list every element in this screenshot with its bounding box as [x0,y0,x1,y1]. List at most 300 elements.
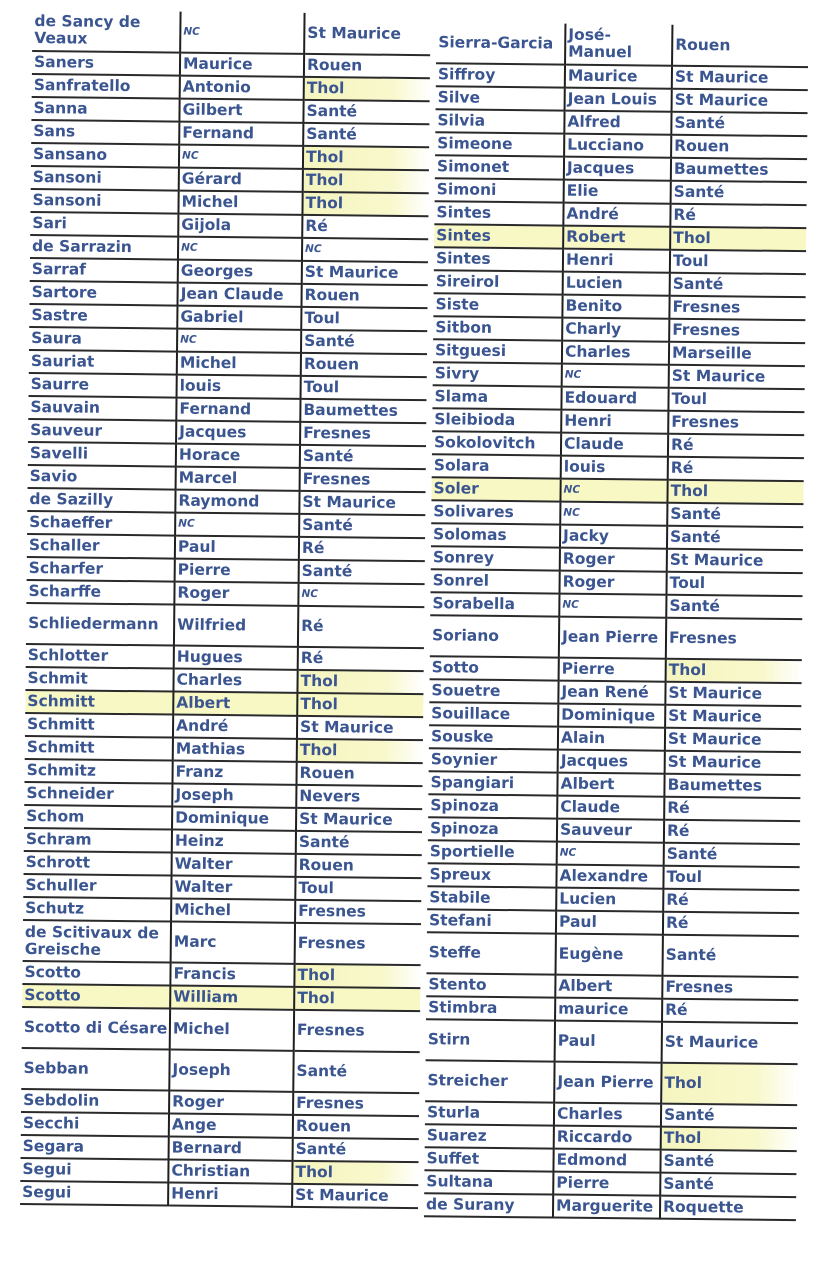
surname-cell: Sonrel [431,569,560,593]
surname-cell: Souillace [429,702,558,726]
first-name-cell: NC [180,12,304,54]
surname-cell: Schmitt [25,713,173,738]
surname-cell: Schlotter [26,644,174,669]
location-cell: Rouen [672,25,808,67]
surname-cell: Sanfratello [32,74,180,99]
surname-cell: Saura [29,327,177,352]
first-name-cell: Jean Claude [177,283,301,307]
surname-cell: Schaeffer [27,511,175,536]
first-name-cell: Horace [176,444,300,468]
location-cell: St Maurice [662,1022,798,1064]
location-cell: Santé [299,560,425,584]
first-name-cell: NC [177,329,301,353]
surname-cell: Sebban [21,1048,169,1091]
first-name-cell: NC [178,237,302,261]
location-cell: Fresnes [295,900,421,924]
surname-cell: Savio [28,465,176,490]
location-cell: Toul [301,376,427,400]
location-cell: Thol [304,77,430,101]
table-row [427,932,799,977]
first-name-cell: NC [560,479,667,503]
first-name-cell: Paul [556,911,663,935]
first-name-cell: Heinz [172,830,296,854]
first-name-cell: Jacques [564,157,671,181]
location-cell: Toul [668,388,804,412]
location-cell: Ré [664,797,800,821]
first-name-cell: Marc [171,922,295,964]
location-cell: Fresnes [666,618,802,660]
first-name-cell: Wilfried [174,605,298,647]
surname-cell: Sportielle [428,840,557,864]
first-name-cell: Georges [178,260,302,284]
surname-cell: Siste [433,293,562,317]
surname-cell: Streicher [425,1060,554,1102]
surname-cell: Saurre [29,373,177,398]
surname-cell: Sintes [434,201,563,225]
surname-cell: Stabile [427,886,556,910]
location-cell: St Maurice [297,716,423,740]
first-name-cell: Jacques [558,750,665,774]
location-cell: Toul [301,307,427,331]
location-cell: Ré [298,606,424,648]
surname-cell: Simeone [435,132,564,156]
surname-cell: Scotto di Césare [22,1007,170,1050]
surname-cell: Schmit [25,667,173,692]
first-name-cell: Edmond [553,1149,660,1173]
first-name-cell: NC [557,842,664,866]
location-cell: Santé [303,100,429,124]
location-cell: Ré [299,537,425,561]
surname-cell: Schram [24,828,172,853]
location-cell: Santé [303,123,429,147]
surname-cell: Schmitt [25,736,173,761]
location-cell: Baumettes [664,774,800,798]
first-name-cell: Pierre [175,559,299,583]
surname-cell: Steffe [427,932,556,974]
surname-cell: Sivry [433,362,562,386]
first-name-cell: Michel [178,191,302,215]
location-cell: Nevers [296,785,422,809]
surname-cell: Silvia [435,109,564,133]
surname-cell: Stento [426,973,555,997]
surname-cell: Suarez [425,1124,554,1148]
first-name-cell: Maurice [565,65,672,89]
location-cell: Toul [295,877,421,901]
first-name-cell: Alexandre [556,865,663,889]
first-name-cell: William [170,986,294,1010]
first-name-cell: NC [562,364,669,388]
name-list-left [20,10,430,1209]
surname-cell: Sireirol [434,270,563,294]
table-row [436,22,808,67]
first-name-cell: André [173,715,297,739]
first-name-cell: Charly [562,318,669,342]
first-name-cell: Lucien [563,272,670,296]
first-name-cell: Pierre [559,658,666,682]
surname-cell: Schmitz [24,759,172,784]
first-name-cell: Fernand [179,122,303,146]
surname-cell: Sauriat [29,350,177,375]
first-name-cell: Francis [170,963,294,987]
location-cell: Santé [670,273,806,297]
surname-cell: Sultana [424,1170,553,1194]
surname-cell: Secchi [21,1112,169,1137]
first-name-cell: Walter [171,876,295,900]
surname-cell: Sintes [434,247,563,271]
surname-cell: Solivares [431,500,560,524]
location-cell: Santé [666,595,802,619]
first-name-cell: Ange [169,1114,293,1138]
first-name-cell: Hugues [174,646,298,670]
table-row [430,615,802,660]
first-name-cell: NC [560,502,667,526]
first-name-cell: Charles [173,669,297,693]
location-cell: St Maurice [665,682,801,706]
location-cell: Ré [663,889,799,913]
surname-cell: Spinoza [428,817,557,841]
surname-cell: Sastre [29,304,177,329]
first-name-cell: Roger [559,571,666,595]
first-name-cell: Claude [557,796,664,820]
location-cell: NC [298,583,424,607]
name-list-right [424,22,808,1221]
first-name-cell: Albert [555,975,662,999]
surname-cell: Sierra-Garcia [436,22,565,64]
first-name-cell: Roger [174,582,298,606]
surname-cell: Solara [432,454,561,478]
surname-cell: Stefani [427,909,556,933]
location-cell: St Maurice [292,1184,418,1208]
surname-cell: Sans [31,120,179,145]
surname-cell: Stimbra [426,996,555,1020]
location-cell: Santé [667,503,803,527]
surname-cell: Sintes [434,224,563,248]
surname-cell: Sturla [425,1101,554,1125]
first-name-cell: Paul [175,536,299,560]
first-name-cell: Alain [558,727,665,751]
first-name-cell: Marcel [176,467,300,491]
first-name-cell: Edouard [561,387,668,411]
surname-cell: Schom [24,805,172,830]
location-cell: Ré [298,647,424,671]
first-name-cell: Albert [557,773,664,797]
first-name-cell: Gabriel [177,306,301,330]
location-cell: Thol [297,739,423,763]
location-cell: St Maurice [665,751,801,775]
surname-cell: Sorabella [430,592,559,616]
location-cell: Marseille [669,342,805,366]
first-name-cell: maurice [555,998,662,1022]
location-cell: Ré [668,457,804,481]
surname-cell: Sokolovitch [432,431,561,455]
first-name-cell: Alfred [564,111,671,135]
location-cell: Rouen [296,854,422,878]
surname-cell: Sartore [29,281,177,306]
surname-cell: Soriano [430,615,559,657]
surname-cell: Sansoni [30,189,178,214]
surname-cell: Simoni [435,178,564,202]
surname-cell: de Sarrazin [30,235,178,260]
surname-cell: de Sancy de Veaux [32,10,180,53]
surname-cell: Segui [20,1158,168,1183]
location-cell: Santé [662,935,798,977]
first-name-cell: Roger [560,548,667,572]
first-name-cell: Jean Louis [565,88,672,112]
surname-cell: Sitguesi [433,339,562,363]
surname-cell: Sotto [430,656,559,680]
location-cell: Fresnes [668,411,804,435]
first-name-cell: Jacky [560,525,667,549]
first-name-cell: Jacques [176,421,300,445]
first-name-cell: Robert [563,226,670,250]
surname-cell: Soler [431,477,560,501]
surname-cell: Simonet [435,155,564,179]
location-cell: St Maurice [302,261,428,285]
location-cell: St Maurice [669,365,805,389]
location-cell: Thol [303,146,429,170]
location-cell: Santé [296,831,422,855]
first-name-cell: louis [561,456,668,480]
surname-cell: Sari [30,212,178,237]
surname-cell: Sitbon [433,316,562,340]
surname-cell: Souske [429,725,558,749]
first-name-cell: louis [177,375,301,399]
location-cell: Fresnes [662,976,798,1000]
first-name-cell: Albert [173,692,297,716]
first-name-cell: Jean Pierre [554,1062,661,1104]
surname-cell: Sansano [31,143,179,168]
location-cell: St Maurice [296,808,422,832]
first-name-cell: Paul [555,1021,662,1063]
table-row [23,920,421,965]
first-name-cell: Gilbert [179,99,303,123]
first-name-cell: Gérard [179,168,303,192]
location-cell: Fresnes [669,319,805,343]
location-cell: Ré [668,434,804,458]
surname-cell: Sebdolin [21,1089,169,1114]
location-cell: Santé [667,526,803,550]
table-row [32,10,430,55]
first-name-cell: Mathias [173,738,297,762]
location-cell: Baumettes [671,158,807,182]
table-row [21,1048,419,1093]
location-cell: St Maurice [672,89,808,113]
table-row [22,1007,420,1052]
first-name-cell: NC [559,594,666,618]
location-cell: Santé [299,514,425,538]
surname-cell: Sanna [31,97,179,122]
surname-cell: Siffroy [436,63,565,87]
location-cell: Thol [667,480,803,504]
location-cell: Thol [661,1063,797,1105]
surname-cell: Schliedermann [26,603,174,646]
surname-cell: de Surany [424,1193,553,1217]
location-cell: Ré [664,820,800,844]
surname-cell: Sleibioda [432,408,561,432]
location-cell: Rouen [293,1115,419,1139]
location-cell: Fresnes [669,296,805,320]
surname-cell: Scharfer [27,557,175,582]
location-cell: Santé [300,445,426,469]
first-name-cell: Riccardo [554,1126,661,1150]
table-row [425,1060,797,1105]
surname-cell: de Sazilly [27,488,175,513]
table-row [26,603,424,648]
first-name-cell: Eugène [556,934,663,976]
surname-cell: Schutz [23,897,171,922]
location-cell: St Maurice [665,705,801,729]
first-name-cell: Raymond [175,490,299,514]
surname-cell: Saners [32,51,180,76]
location-cell: Thol [661,1127,797,1151]
location-cell: St Maurice [299,491,425,515]
surname-cell: Segui [20,1181,168,1206]
first-name-cell: Christian [168,1160,292,1184]
first-name-cell: NC [179,145,303,169]
surname-cell: Scotto [22,961,170,986]
location-cell: Santé [671,181,807,205]
surname-cell: Sarraf [30,258,178,283]
location-cell: Fresnes [295,923,421,965]
location-cell: Santé [293,1051,419,1093]
first-name-cell: Antonio [180,76,304,100]
table-row [20,1181,418,1208]
location-cell: Santé [660,1150,796,1174]
location-cell: St Maurice [672,66,808,90]
first-name-cell: Marguerite [553,1195,660,1219]
surname-cell: Savelli [28,442,176,467]
surname-cell: Sansoni [31,166,179,191]
first-name-cell: Michel [170,1009,294,1051]
location-cell: Roquette [660,1196,796,1220]
location-cell: Ré [662,999,798,1023]
location-cell: Fresnes [300,468,426,492]
first-name-cell: Michel [177,352,301,376]
first-name-cell: Gijola [178,214,302,238]
first-name-cell: Benito [562,295,669,319]
location-cell: Rouen [296,762,422,786]
first-name-cell: Henri [168,1183,292,1207]
surname-cell: Slama [432,385,561,409]
first-name-cell: Pierre [553,1172,660,1196]
surname-cell: Spreux [427,863,556,887]
surname-cell: Schmitt [25,690,173,715]
first-name-cell: Walter [172,853,296,877]
location-cell: St Maurice [304,13,430,55]
location-cell: Fresnes [294,1010,420,1052]
surname-cell: Spinoza [428,794,557,818]
surname-cell: Schneider [24,782,172,807]
location-cell: Thol [670,227,806,251]
surname-cell: Sauvain [28,396,176,421]
surname-cell: Suffet [424,1147,553,1171]
first-name-cell: Sauveur [557,819,664,843]
location-cell: NC [302,238,428,262]
location-cell: Rouen [304,54,430,78]
location-cell: Santé [661,1104,797,1128]
table-row [426,1019,798,1064]
surname-cell: Silve [436,86,565,110]
surname-cell: Sauveur [28,419,176,444]
location-cell: Santé [671,112,807,136]
location-cell: Santé [660,1173,796,1197]
location-cell: Thol [294,987,420,1011]
table-row [424,1193,796,1220]
first-name-cell: Charles [562,341,669,365]
first-name-cell: Maurice [180,53,304,77]
surname-cell: Spangiari [428,771,557,795]
surname-cell: Solomas [431,523,560,547]
surname-cell: de Scitivaux de Greische [23,920,171,963]
surname-cell: Schuller [23,874,171,899]
first-name-cell: Dominique [172,807,296,831]
first-name-cell: Lucien [556,888,663,912]
location-cell: Ré [663,912,799,936]
surname-cell: Souetre [429,679,558,703]
first-name-cell: Elie [564,180,671,204]
location-cell: Santé [301,330,427,354]
surname-cell: Schrott [24,851,172,876]
location-cell: Thol [303,169,429,193]
first-name-cell: Charles [554,1103,661,1127]
location-cell: Fresnes [293,1092,419,1116]
first-name-cell: Lucciano [564,134,671,158]
location-cell: St Maurice [667,549,803,573]
surname-cell: Schaller [27,534,175,559]
first-name-cell: Henri [563,249,670,273]
surname-cell: Scotto [22,984,170,1009]
surname-cell: Soynier [429,748,558,772]
location-cell: Toul [663,866,799,890]
surname-cell: Sonrey [431,546,560,570]
first-name-cell: Joseph [172,784,296,808]
location-cell: Fresnes [300,422,426,446]
first-name-cell: Bernard [169,1137,293,1161]
first-name-cell: Dominique [558,704,665,728]
first-name-cell: Claude [561,433,668,457]
first-name-cell: Roger [169,1091,293,1115]
location-cell: Ré [670,204,806,228]
location-cell: Thol [297,693,423,717]
first-name-cell: Henri [561,410,668,434]
first-name-cell: Jean René [558,681,665,705]
location-cell: Thol [297,670,423,694]
location-cell: Thol [666,659,802,683]
surname-cell: Stirn [426,1019,555,1061]
first-name-cell: Joseph [169,1050,293,1092]
first-name-cell: Franz [172,761,296,785]
surname-cell: Segara [21,1135,169,1160]
location-cell: Toul [666,572,802,596]
first-name-cell: Fernand [176,398,300,422]
first-name-cell: Michel [171,899,295,923]
location-cell: Santé [664,843,800,867]
location-cell: Rouen [301,284,427,308]
location-cell: Rouen [671,135,807,159]
location-cell: Santé [293,1138,419,1162]
first-name-cell: André [563,203,670,227]
location-cell: Thol [302,192,428,216]
location-cell: Ré [302,215,428,239]
first-name-cell: José-Manuel [565,24,672,66]
location-cell: Thol [292,1161,418,1185]
first-name-cell: NC [175,513,299,537]
first-name-cell: Jean Pierre [559,617,666,659]
location-cell: Baumettes [300,399,426,423]
location-cell: St Maurice [665,728,801,752]
location-cell: Thol [294,964,420,988]
surname-cell: Scharffe [26,580,174,605]
